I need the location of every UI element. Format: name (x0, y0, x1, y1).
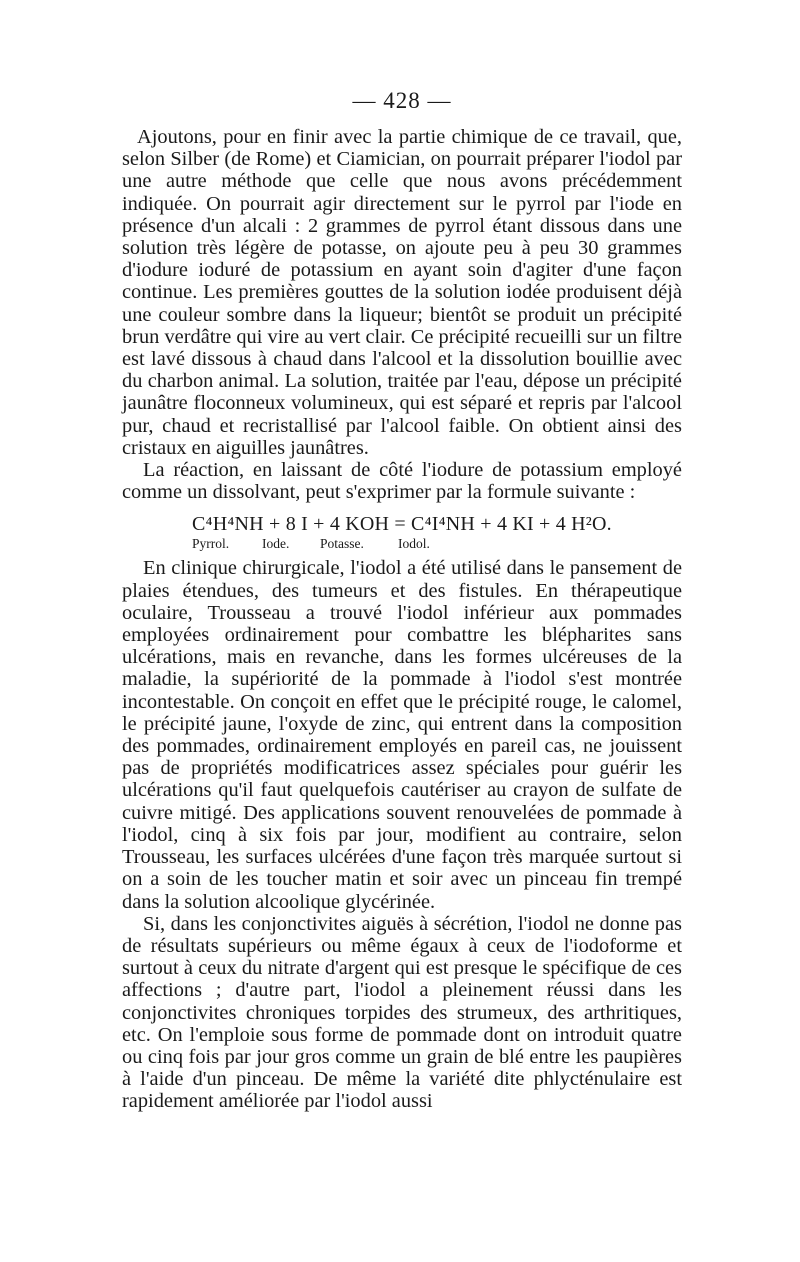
page-number: — 428 — (352, 88, 452, 113)
paragraph-synthesis: Ajoutons, pour en finir avec la partie chimique de ce travail, que, selon Silber (de Rome) et Ciamician, on pourrait préparer l'iodol par une autre méthode que celle que nous avons précédemment indiquée. On pourrait agir directement sur le pyrrol par l'iode en présence d'un alcali : 2 grammes de pyrrol étant dissous dans une solution très légère de potasse, on ajoute peu à peu 30 grammes d'iodure ioduré de potassium en ayant soin d'agiter d'une façon continue. Les premières gouttes de la solution iodée produisent déjà une couleur sombre dans la liqueur; bientôt se produit un précipité brun verdâtre qui vire au vert clair. Ce précipité recueilli sur un filtre est lavé dissous à chaud dans l'alcool et la dissolution bouillie avec du charbon animal. La solution, traitée par l'eau, dépose un précipité jaunâtre floconneux volumineux, qui est séparé et repris par l'alcool pur, chaud et recristallisé par l'alcool faible. On obtient ainsi des cristaux en aiguilles jaunâtres. (122, 126, 682, 459)
chemical-formula-block (122, 513, 682, 553)
formula-label-iode: Iode. (262, 536, 290, 552)
chemical-formula: C⁴H⁴NH + 8 I + 4 KOH = C⁴I⁴NH + 4 KI + 4 H²O. (192, 513, 612, 536)
formula-label-pyrrol: Pyrrol. (192, 536, 230, 552)
formula-label-iodol: Iodol. (398, 536, 430, 552)
paragraph-clinical-surgery: En clinique chirurgicale, l'iodol a été utilisé dans le pansement de plaies étendues, des tumeurs et des fistules. En thérapeutique oculaire, Trousseau a trouvé l'iodol inférieur aux pommades employées ordinairement pour combattre les blépharites sans ulcérations, mais en revanche, dans les formes ulcéreuses de la maladie, la supériorité de la pommade à l'iodol s'est montrée incontestable. On conçoit en effet que le précipité rouge, le calomel, le précipité jaune, l'oxyde de zinc, qui entrent dans la composition des pommades, ordinairement employés en pareil cas, ne jouissent pas de propriétés modificatrices assez spéciales pour guérir les ulcérations qu'il faut quelquefois cautériser au crayon de sulfate de cuivre mitigé. Des applications souvent renouvelées de pommade à l'iodol, cinq à six fois par jour, modifient au contraire, selon Trousseau, les surfaces ulcérées d'une façon très marquée surtout si on a soin de les toucher matin et soir avec un pinceau fin trempé dans la solution alcoolique glycérinée. (122, 557, 682, 913)
paragraph-conjunctivitis: Si, dans les conjonctivites aiguës à sécrétion, l'iodol ne donne pas de résultats supérieurs ou même égaux à ceux de l'iodoforme et surtout à ceux du nitrate d'argent qui est presque le spécifique de ces affections ; d'autre part, l'iodol a pleinement réussi dans les conjonctivites chroniques torpides des strumeux, des arthritiques, etc. On l'emploie sous forme de pommade dont on introduit quatre ou cinq fois par jour gros comme un grain de blé entre les paupières à l'aide d'un pinceau. De même la variété dite phlycténulaire est rapidement améliorée par l'iodol aussi (122, 912, 682, 1113)
formula-labels (192, 535, 682, 553)
formula-label-potasse: Potasse. (320, 536, 364, 552)
document-page (122, 86, 682, 1113)
paragraph-reaction-intro: La réaction, en laissant de côté l'iodure de potassium employé comme un dissolvant, peut s'exprimer par la formule suivante : (122, 459, 682, 504)
